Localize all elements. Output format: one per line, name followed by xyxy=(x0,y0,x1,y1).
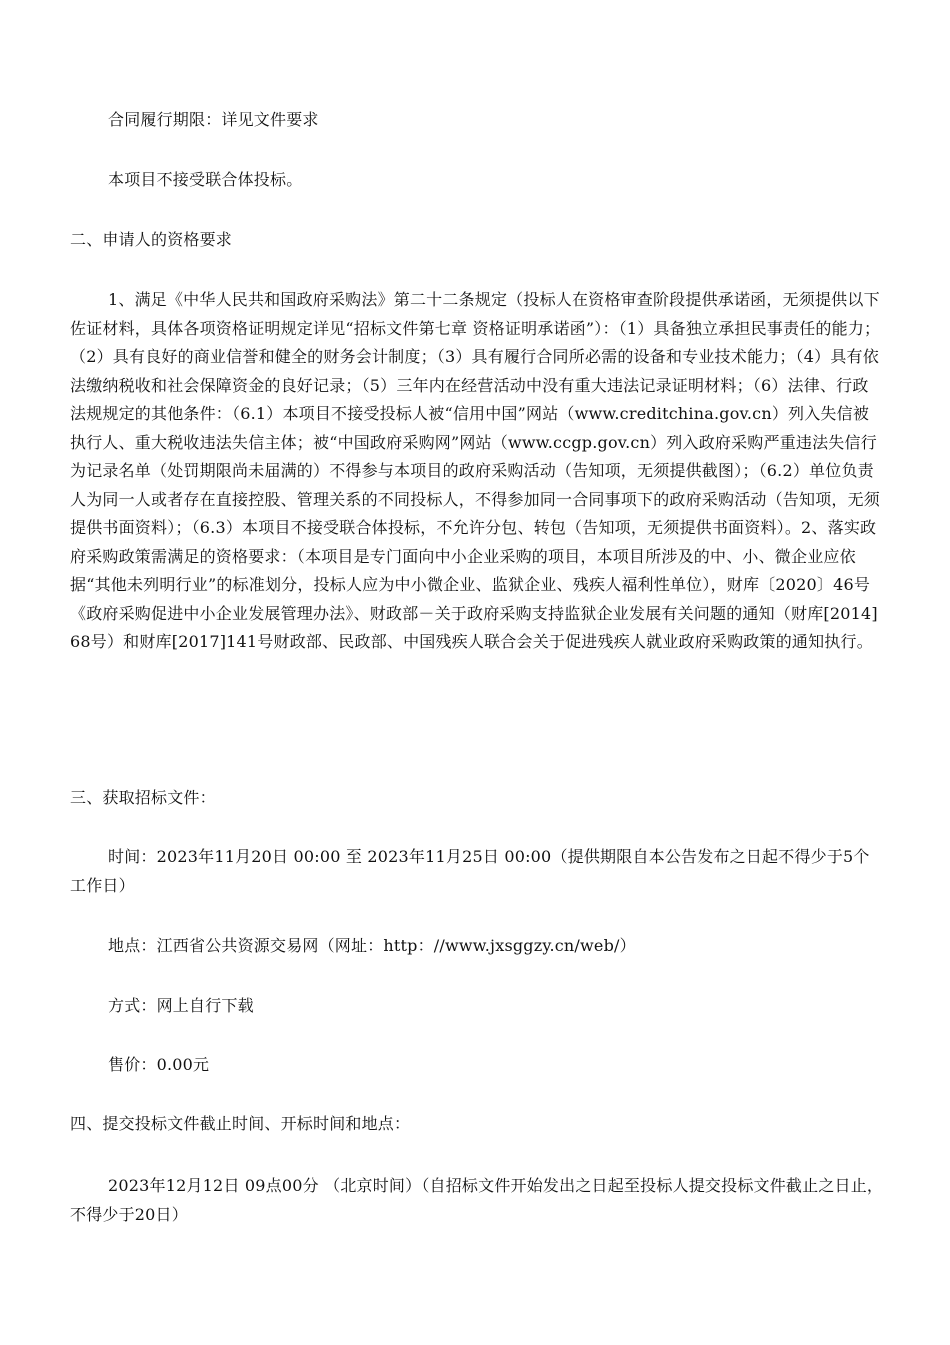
section-2-heading: 二、申请人的资格要求 xyxy=(70,230,233,249)
contract-period-line: 合同履行期限：详见文件要求 xyxy=(108,110,319,129)
document-price-line: 售价：0.00元 xyxy=(108,1055,210,1074)
acquisition-place-line: 地点：江西省公共资源交易网（网址：http：//www.jxsggzy.cn/web/） xyxy=(108,936,636,955)
acquisition-method-line: 方式：网上自行下载 xyxy=(108,996,254,1015)
submission-deadline-line: 2023年12月12日 09点00分 （北京时间）（自招标文件开始发出之日起至投标人提交投标文件截止之日止，不得少于20日） xyxy=(70,1176,884,1224)
section-3-heading: 三、获取招标文件： xyxy=(70,788,216,807)
qualification-requirements-body: 1、满足《中华人民共和国政府采购法》第二十二条规定（投标人在资格审查阶段提供承诺函，无须提供以下佐证材料，具体各项资格证明规定详见“招标文件第七章 资格证明承诺函”）：（1）具备独立承担民事责任的能力；（2）具有良好的商业信誉和健全的财务会计制度；（3）具有履行合同所必需的设备和专业技术能力；（4）具有依法缴纳税收和社会保障资金的良好记录；（5）三年内在经营活动中没有重大违法记录证明材料；（6）法律、行政法规规定的其他条件：（6.1）本项目不接受投标人被“信用中国”网站（www.creditchina.gov.cn）列入失信被执行人、重大税收违法失信主体；被“中国政府采购网”网站（www.ccgp.gov.cn）列入政府采购严重违法失信行为记录名单（处罚期限尚未届满的）不得参与本项目的政府采购活动（告知项，无须提供截图）；（6.2）单位负责人为同一人或者存在直接控股、管理关系的不同投标人，不得参加同一合同事项下的政府采购活动（告知项，无须提供书面资料）；（6.3）本项目不接受联合体投标，不允许分包、转包（告知项，无须提供书面资料）。2、落实政府采购政策需满足的资格要求：（本项目是专门面向中小企业采购的项目，本项目所涉及的中、小、微企业应依据“其他未列明行业”的标准划分，投标人应为中小微企业、监狱企业、残疾人福利性单位），财库〔2020〕46号《政府采购促进中小企业发展管理办法》、财政部－关于政府采购支持监狱企业发展有关问题的通知（财库[2014]68号）和财库[2017]141号财政部、民政部、中国残疾人联合会关于促进残疾人就业政府采购政策的通知执行。 xyxy=(70,290,881,651)
no-consortium-line: 本项目不接受联合体投标。 xyxy=(108,170,303,189)
section-4-heading: 四、提交投标文件截止时间、开标时间和地点： xyxy=(70,1114,411,1133)
acquisition-time-line: 时间：2023年11月20日 00:00 至 2023年11月25日 00:00（提供期限自本公告发布之日起不得少于5个工作日） xyxy=(70,847,870,895)
